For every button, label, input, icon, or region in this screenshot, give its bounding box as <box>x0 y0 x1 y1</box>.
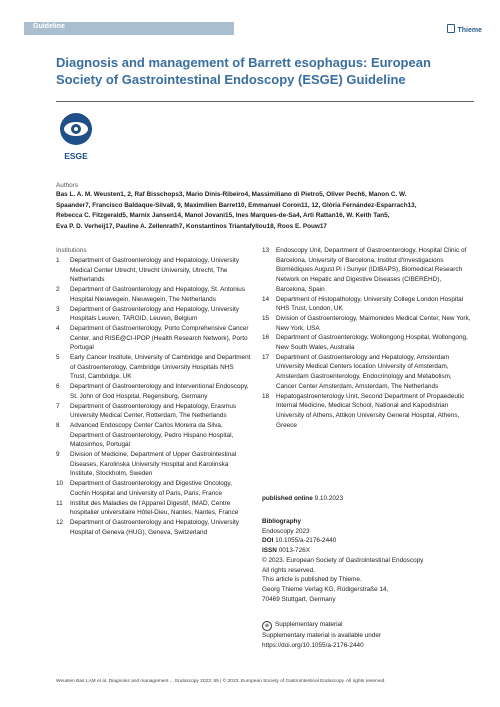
doi-label: DOI <box>262 537 274 545</box>
institution-text: Department of Gastroenterology and Hepatology, University Medical Center Utrecht, Utrecht University, Utrecht, The Netherlands <box>70 257 239 284</box>
institution-item <box>56 285 251 304</box>
institution-number: 12 <box>56 518 64 526</box>
institution-number: 10 <box>56 480 64 488</box>
institution-text: Department of Gastroenterology and Hepatology, Erasmus University Medical Center, Rotterdam, The Netherlands <box>70 402 237 420</box>
institution-number: 1 <box>56 257 60 264</box>
page-footer: Weusten Bas LAM et al. Diagnosis and management ... Endoscopy 2023; 55 | © 2023. European Society of Gastrointestinal Endoscopy. All rights reserved. <box>56 679 386 684</box>
institution-item <box>262 333 472 352</box>
authors-label: Authors <box>56 182 79 189</box>
institution-item <box>56 382 251 401</box>
institution-text: Department of Gastroenterology, Wollongong Hospital, Wollongong, New South Wales, Australia <box>276 334 468 352</box>
rights: All rights reserved. <box>262 566 315 574</box>
institution-text: Department of Gastroenterology and Hepatology, University Hospitals Leuven, TARGID, Leuven, Belgium <box>70 305 239 323</box>
publisher-brand <box>447 24 482 34</box>
publisher-name: Thieme <box>457 27 482 34</box>
institution-number: 11 <box>56 499 63 507</box>
published-label: published online <box>262 495 313 502</box>
institution-number: 16 <box>262 334 270 342</box>
esge-logo-text: ESGE <box>64 151 88 161</box>
institution-text: Department of Gastroenterology and Hepatology, St. Antonius Hospital Nieuwegein, Nieuwegein, The Netherlands <box>70 286 246 303</box>
institution-item <box>56 353 251 382</box>
thieme-logo-icon <box>447 24 455 33</box>
institution-item <box>262 314 472 333</box>
published-info <box>262 494 343 504</box>
supplementary-globe-icon: ⊕ <box>262 621 272 631</box>
copyright: © 2023. European Society of Gastrointestinal Endoscopy <box>262 556 424 564</box>
publisher-city: 70469 Stuttgart, Germany <box>262 595 336 603</box>
bibliography-label: Bibliography <box>262 518 302 525</box>
institution-item <box>56 479 251 498</box>
supplementary-text: Supplementary material is available under <box>262 632 382 639</box>
title-divider <box>56 101 474 102</box>
institution-text: Department of Gastroenterology, Porto Comprehensive Cancer Center, and RISE@CI-IPOP (Health Research Network), Porto Portugal <box>70 324 249 352</box>
issn-value: 0013-726X <box>278 547 310 555</box>
article-title: Diagnosis and management of Barrett esophagus: European Society of Gastrointestinal Endoscopy (ESGE) Guideline <box>56 55 431 87</box>
authors-line: Spaander7, Francisco Baldaque-Silva8, 9, Maximilien Barret10, Emmanuel Coron11, 12, Glòria Fernández-Esparrach13, <box>56 201 417 209</box>
institution-text: Department of Histopathology, University College London Hospital NHS Trust, London, UK <box>276 295 464 313</box>
institution-item <box>56 518 251 537</box>
institution-text: Advanced Endoscopy Center Carlos Moreira da Silva, Department of Gastroenterology, Pedro Hispano Hospital, Matosinhos, Portugal <box>70 421 234 449</box>
institution-text: Division of Gastroenterology, Maimonides Medical Center, New York, New York, USA <box>276 314 471 332</box>
institution-item <box>262 392 472 431</box>
section-tab <box>24 22 234 35</box>
institution-item <box>56 499 251 518</box>
authors-line: Bas L. A. M. Weusten1, 2, Raf Bisschops3, Mario Dinis-Ribeiro4, Massimiliano di Pietro5, Oliver Pech6, Manon C. W. <box>56 191 407 198</box>
institutions-right-column <box>262 246 472 430</box>
issn-label: ISSN <box>262 547 277 555</box>
bibliography-block <box>262 517 423 604</box>
institution-item <box>56 402 251 421</box>
institution-item <box>56 256 251 285</box>
institution-number: 2 <box>56 286 60 294</box>
institution-text: Endoscopy Unit, Department of Gastroenterology, Hospital Clinic of Barcelona, University of Barcelona, Institut d'Investigacions Biomèdiques August Pi i Sunyer (IDIBAPS), Biomedical Research Network on Hepatic and Digestive Diseases (CIBEREHD), Barcelona, Spain <box>276 247 467 293</box>
institution-number: 15 <box>262 314 270 322</box>
esge-eye-logo <box>56 111 96 151</box>
top-bar <box>0 0 500 35</box>
institution-text: Hepatogastroenterology Unit, Second Department of Propaedeutic Internal Medicine, Medical School, National and Kapodistrian University of Athens, Attikon University General Hospital, Athens, Greece <box>276 392 465 429</box>
institutions-label: Institutions <box>56 247 87 254</box>
institution-number: 9 <box>56 451 60 459</box>
institution-item <box>56 421 251 450</box>
institution-item <box>262 295 472 314</box>
published-date: 9.10.2023 <box>314 495 343 502</box>
doi-value: 10.1055/a-2176-2440 <box>275 537 337 545</box>
institution-text: Department of Gastroenterology and Hepatology, University Hospital of Geneva (HUG), Geneva, Switzerland <box>70 518 239 536</box>
institution-number: 5 <box>56 354 60 362</box>
institution-number: 8 <box>56 421 60 429</box>
institution-number: 3 <box>56 305 60 313</box>
institution-text: Early Cancer Institute, University of Cambridge and Department of Gastroenterology, Cambridge University Hospitals NHS Trust, Cambridge, UK <box>70 354 251 381</box>
supplementary-link[interactable]: https://doi.org/10.1055/a-2176-2440 <box>262 641 364 649</box>
institution-number: 17 <box>262 353 270 361</box>
institution-text: Department of Gastroenterology and Hepatology, Amsterdam University Medical Centers location University of Amsterdam, Amsterdam Gastroenterology, Endocrinology and Metabolism, Cancer Center Amsterdam, Amsterdam, The Netherlands <box>276 353 452 390</box>
institution-item <box>56 450 251 479</box>
institution-text: Division of Medicine, Department of Upper Gastrointestinal Diseases, Karolinska University Hospital and Karolinska Institute, Stockholm, Sweden <box>70 451 237 478</box>
authors-line: Rebecca C. Fitzgerald5, Marnix Jansen14, Manol Jovani15, Ines Marques-de-Sa4, Arti Rattan16, W. Keith Tan5, <box>56 212 390 219</box>
institutions-left-column <box>56 256 251 537</box>
institution-text: Department of Gastroenterology and Interventional Endoscopy, St. John of God Hospital, Regensburg, Germany <box>70 383 249 400</box>
published-by: This article is published by Thieme. <box>262 576 362 584</box>
supplementary-label: Supplementary material <box>275 621 343 628</box>
journal-citation: Endoscopy 2023 <box>262 527 310 535</box>
institution-item <box>262 353 472 392</box>
supplementary-block <box>262 620 381 650</box>
authors-line: Eva P. D. Verheij17, Pauline A. Zellenrath7, Konstantinos Triantafyllou18, Roos E. Pouw17 <box>56 222 327 230</box>
section-tab-label: Guideline <box>33 23 65 30</box>
institution-text: Department of Gastroenterology and Digestive Oncology, Cochin Hospital and University of Paris, Paris, France <box>70 480 232 497</box>
institution-text: Institut des Maladies de l'Appareil Digestif, IMAD, Centre hospitalier universitaire Hôtel-Dieu, Nantes, Nantes, France <box>70 499 239 517</box>
institution-number: 6 <box>56 383 60 391</box>
institution-item <box>56 305 251 324</box>
institution-number: 4 <box>56 324 60 332</box>
institution-number: 18 <box>262 392 270 400</box>
institution-item <box>56 324 251 353</box>
institution-item <box>262 246 472 295</box>
publisher-address: Georg Thieme Verlag KG, Rüdigerstraße 14, <box>262 585 389 593</box>
institution-number: 14 <box>262 295 270 303</box>
institution-number: 13 <box>262 247 270 254</box>
institution-number: 7 <box>56 402 60 410</box>
authors-list <box>56 190 466 232</box>
